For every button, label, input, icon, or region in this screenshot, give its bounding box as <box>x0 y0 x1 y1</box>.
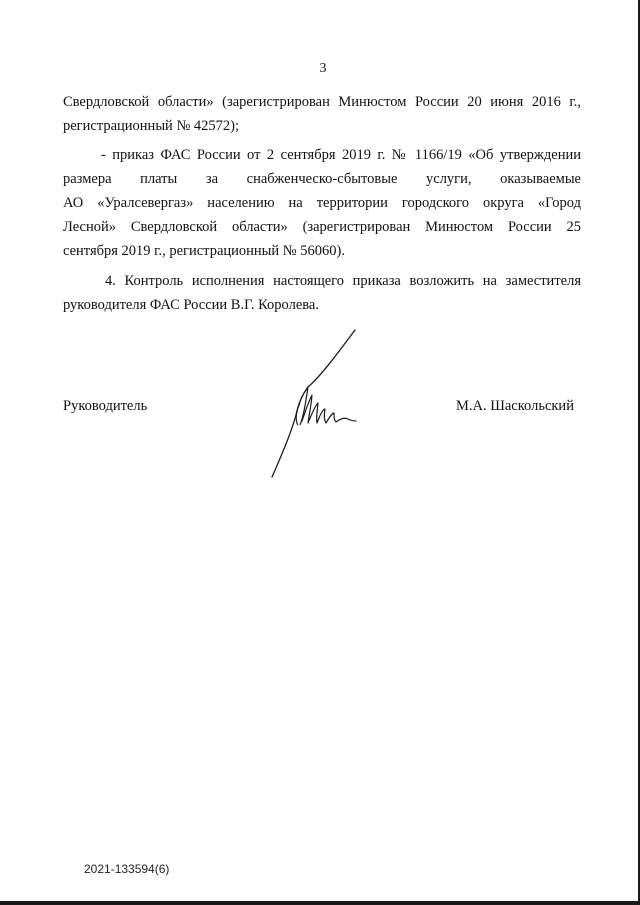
paragraph-order-list-item <box>63 143 581 263</box>
scan-border-bottom <box>0 901 640 905</box>
text-line: Свердловской области» (зарегистрирован Минюстом России 20 июня 2016 г., <box>63 94 581 110</box>
handwritten-signature <box>262 325 372 485</box>
page-number: 3 <box>319 61 327 76</box>
text-line: размера платы за снабженческо-сбытовые услуги, оказываемые <box>63 171 581 187</box>
signer-title: Руководитель <box>63 398 148 414</box>
text-line: регистрационный № 42572); <box>63 118 240 134</box>
signer-name: М.А. Шаскольский <box>456 398 574 414</box>
document-registration-code: 2021-133594(6) <box>84 862 170 876</box>
text-line: Лесной» Свердловской области» (зарегистрирован Минюстом России 25 <box>63 219 581 235</box>
paragraph-continuation <box>63 90 581 138</box>
paragraph-control-clause <box>63 269 581 317</box>
text-line: сентября 2019 г., регистрационный № 56060). <box>63 243 345 259</box>
text-line: 4. Контроль исполнения настоящего приказа возложить на заместителя <box>105 273 581 289</box>
text-line: - приказ ФАС России от 2 сентября 2019 г. № 1166/19 «Об утверждении <box>101 147 581 163</box>
text-line: АО «Уралсевергаз» населению на территории городского округа «Город <box>63 195 581 211</box>
text-line: руководителя ФАС России В.Г. Королева. <box>63 297 319 313</box>
